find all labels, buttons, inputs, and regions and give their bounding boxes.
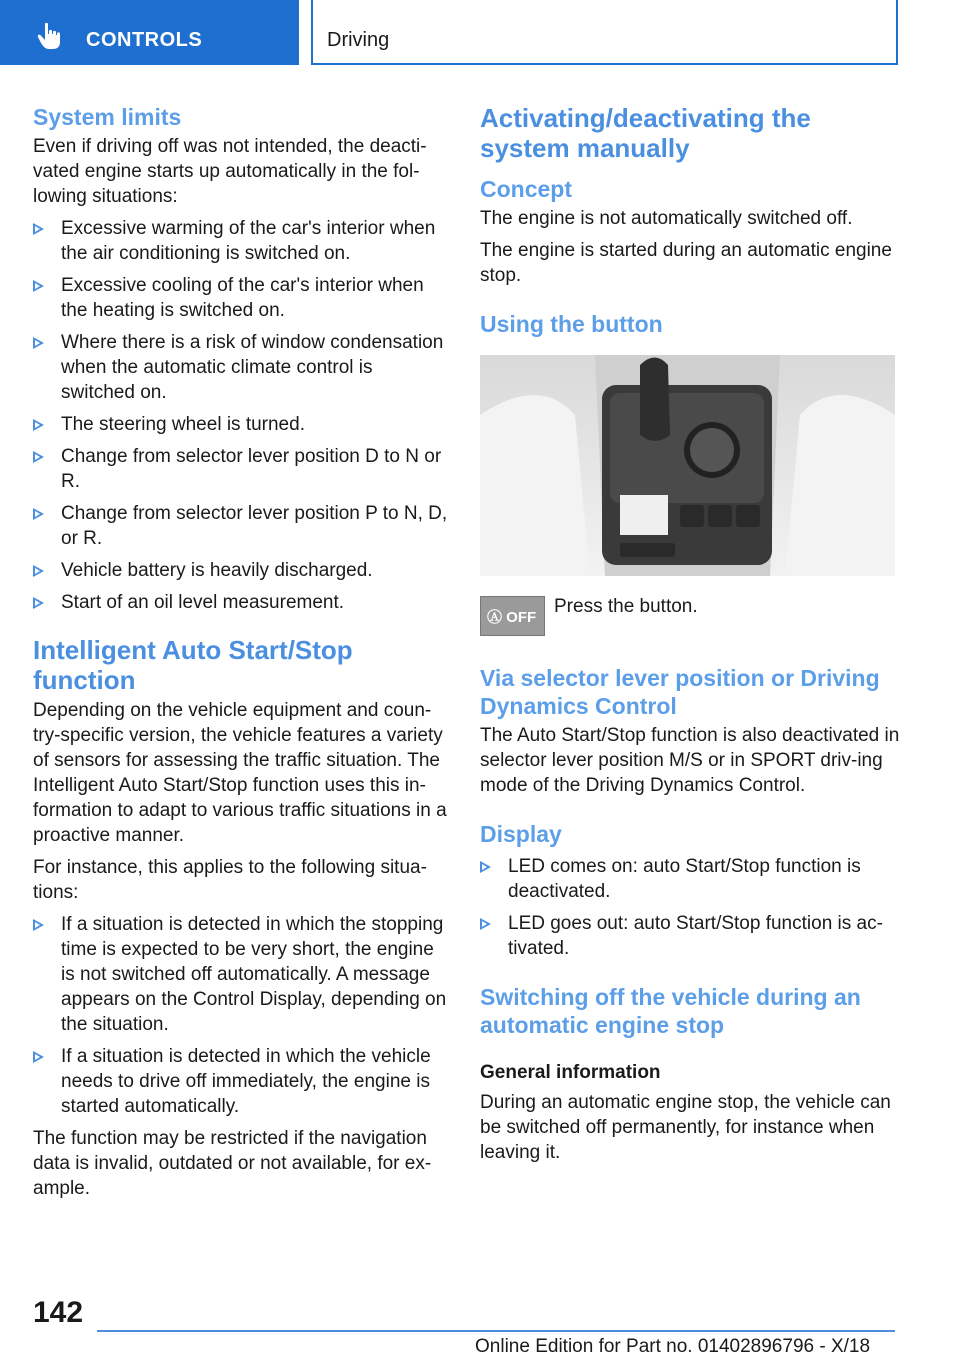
triangle-bullet-icon xyxy=(33,223,44,235)
list-item: Start of an oil level measurement. xyxy=(33,590,448,615)
page-number: 142 xyxy=(33,1296,84,1329)
system-limits-heading: System limits xyxy=(33,104,182,130)
triangle-bullet-icon xyxy=(33,597,44,609)
list-item: LED comes on: auto Start/Stop function is deactivated. xyxy=(480,854,900,904)
triangle-bullet-icon xyxy=(33,1051,44,1063)
triangle-bullet-icon xyxy=(33,280,44,292)
triangle-bullet-icon xyxy=(33,451,44,463)
intelligent-list xyxy=(33,912,448,1119)
press-button-text: Press the button. xyxy=(554,596,698,617)
press-button-row xyxy=(480,596,900,636)
display-list xyxy=(480,854,900,961)
edition-note: Online Edition for Part no. 01402896796 - X/18 xyxy=(475,1336,871,1357)
via-selector-para: The Auto Start/Stop function is also deactivated in selector lever position M/S or in SPORT driv-ing mode of the Driving Dynamics Control. xyxy=(480,725,900,796)
list-item: The steering wheel is turned. xyxy=(33,412,448,437)
concept-para-2: The engine is started during an automatic engine stop. xyxy=(480,240,892,286)
list-item: If a situation is detected in which the vehicle needs to drive off immediately, the engine is started automatically. xyxy=(33,1044,448,1119)
via-selector-heading: Via selector lever position or Driving Dynamics Control xyxy=(480,665,880,719)
concept-heading: Concept xyxy=(480,176,572,202)
section-label: Driving xyxy=(327,29,390,51)
list-item: Excessive cooling of the car's interior when the heating is switched on. xyxy=(33,273,448,323)
center-console-drawing xyxy=(480,355,895,576)
chapter-label: CONTROLS xyxy=(86,29,203,51)
triangle-bullet-icon xyxy=(33,508,44,520)
chapter-tab xyxy=(0,0,299,65)
concept-para-1: The engine is not automatically switched off. xyxy=(480,208,853,229)
intelligent-heading: Intelligent Auto Start/Stop function xyxy=(33,635,353,695)
using-button-heading: Using the button xyxy=(480,311,663,337)
general-info-para: During an automatic engine stop, the vehicle can be switched off permanently, for instance when leaving it. xyxy=(480,1092,891,1163)
center-console-image xyxy=(480,355,895,576)
list-item: LED goes out: auto Start/Stop function is ac-tivated. xyxy=(480,911,900,961)
switching-off-heading: Switching off the vehicle during an automatic engine stop xyxy=(480,984,861,1038)
hand-icon xyxy=(36,22,66,50)
list-item: Change from selector lever position P to N, D, or R. xyxy=(33,501,448,551)
list-item: If a situation is detected in which the stopping time is expected to be very short, the engine is not switched off automatically. A message appears on the Control Display, depending on the situation. xyxy=(33,912,448,1037)
intelligent-para-1: Depending on the vehicle equipment and coun-try-specific version, the vehicle features a variety of sensors for assessing the traffic situation. The Intelligent Auto Start/Stop function uses this in-formation to adapt to various traffic situations in a proactive manner. xyxy=(33,700,447,846)
triangle-bullet-icon xyxy=(480,861,491,873)
list-item: Vehicle battery is heavily discharged. xyxy=(33,558,448,583)
list-item: Change from selector lever position D to N or R. xyxy=(33,444,448,494)
footer-rule xyxy=(97,1330,895,1332)
triangle-bullet-icon xyxy=(480,918,491,930)
general-info-heading: General information xyxy=(480,1062,661,1083)
list-item: Where there is a risk of window condensation when the automatic climate control is switched on. xyxy=(33,330,448,405)
intelligent-para-3: The function may be restricted if the navigation data is invalid, outdated or not available, for ex-ample. xyxy=(33,1128,432,1199)
left-column xyxy=(33,95,448,1201)
intelligent-para-2: For instance, this applies to the following situa-tions: xyxy=(33,857,427,903)
system-limits-list xyxy=(33,216,448,615)
auto-start-stop-off-icon: Ⓐ OFF xyxy=(480,596,545,636)
activating-heading: Activating/deactivating the system manually xyxy=(480,103,811,163)
right-column xyxy=(480,95,900,1165)
section-header xyxy=(311,0,898,65)
triangle-bullet-icon xyxy=(33,337,44,349)
triangle-bullet-icon xyxy=(33,919,44,931)
triangle-bullet-icon xyxy=(33,419,44,431)
triangle-bullet-icon xyxy=(33,565,44,577)
display-heading: Display xyxy=(480,821,562,847)
system-limits-intro: Even if driving off was not intended, the deacti-vated engine starts up automatically in the fol-lowing situations: xyxy=(33,136,427,207)
list-item: Excessive warming of the car's interior when the air conditioning is switched on. xyxy=(33,216,448,266)
